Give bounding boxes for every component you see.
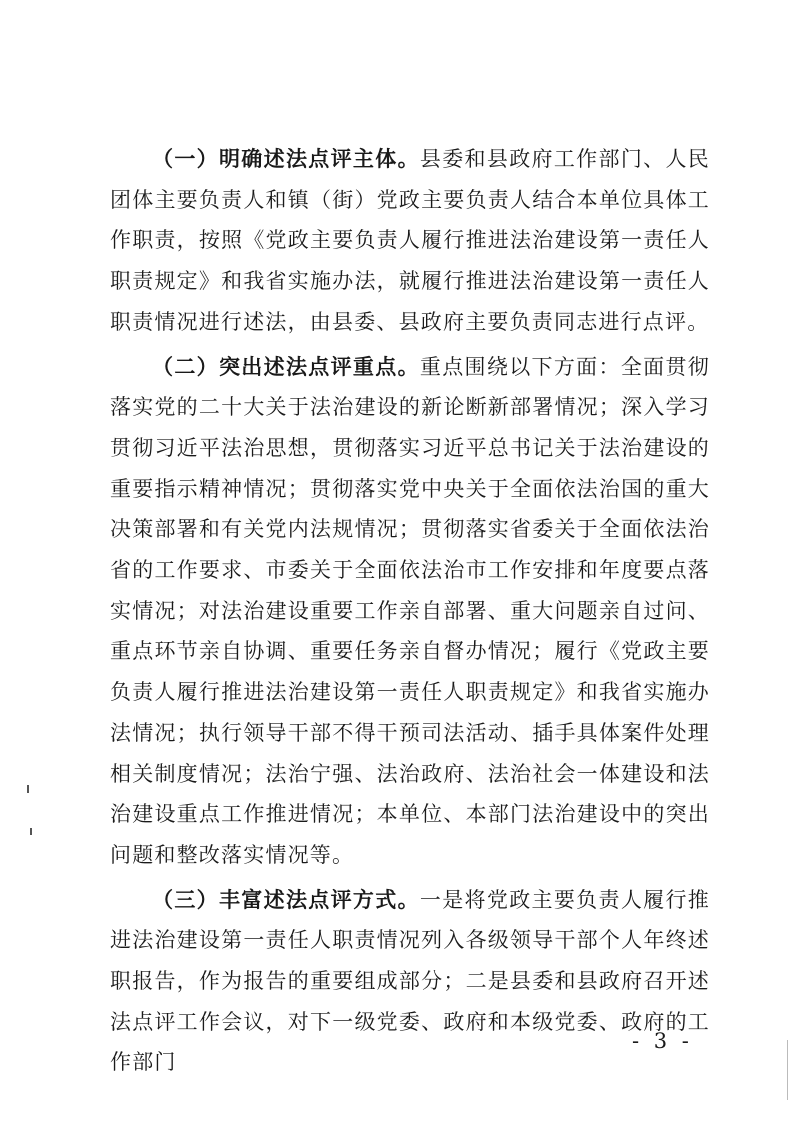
paragraph-3-body: 一是将党政主要负责人履行推进法治建设第一责任人职责情况列入各级领导干部个人年终述职报告，作为报告的重要组成部分；二是县委和县政府召开述法点评工作会议，对下一级党委、政府和本级党委、政府的工作部门 (110, 887, 710, 1075)
paragraph-1-heading: （一）明确述法点评主体。 (152, 147, 420, 171)
paragraph-1-body: 县委和县政府工作部门、人民团体主要负责人和镇（街）党政主要负责人结合本单位具体工作职责，按照《党政主要负责人履行推进法治建设第一责任人职责规定》和我省实施办法，就履行推进法治建设第一责任人职责情况进行述法，由县委、县政府主要负责同志进行点评。 (110, 147, 710, 334)
scan-margin-mark (30, 828, 32, 835)
paragraph-2-body: 重点围绕以下方面：全面贯彻落实党的二十大关于法治建设的新论断新部署情况；深入学习贯彻习近平法治思想，贯彻落实习近平总书记关于法治建设的重要指示精神情况；贯彻落实党中央关于全面依法治国的重大决策部署和有关党内法规情况；贯彻落实省委关于全面依法治省的工作要求、市委关于全面依法治市工作安排和年度要点落实情况；对法治建设重要工作亲自部署、重大问题亲自过问、重点环节亲自协调、重要任务亲自督办情况；履行《党政主要负责人履行推进法治建设第一责任人职责规定》和我省实施办法情况；执行领导干部不得干预司法活动、插手具体案件处理相关制度情况；法治宁强、法治政府、法治社会一体建设和法治建设重点工作推进情况；本单位、本部门法治建设中的突出问题和整改落实情况等。 (110, 354, 710, 867)
scan-margin-mark (787, 1040, 788, 1100)
paragraph-2-heading: （二）突出述法点评重点。 (152, 354, 420, 379)
document-body (110, 139, 710, 1087)
page-number: - 3 - (632, 1029, 693, 1053)
scan-margin-mark (27, 785, 29, 793)
paragraph-2 (110, 347, 710, 876)
paragraph-1 (110, 139, 710, 343)
paragraph-3-heading: （三）丰富述法点评方式。 (152, 887, 420, 912)
paragraph-3 (110, 880, 710, 1084)
